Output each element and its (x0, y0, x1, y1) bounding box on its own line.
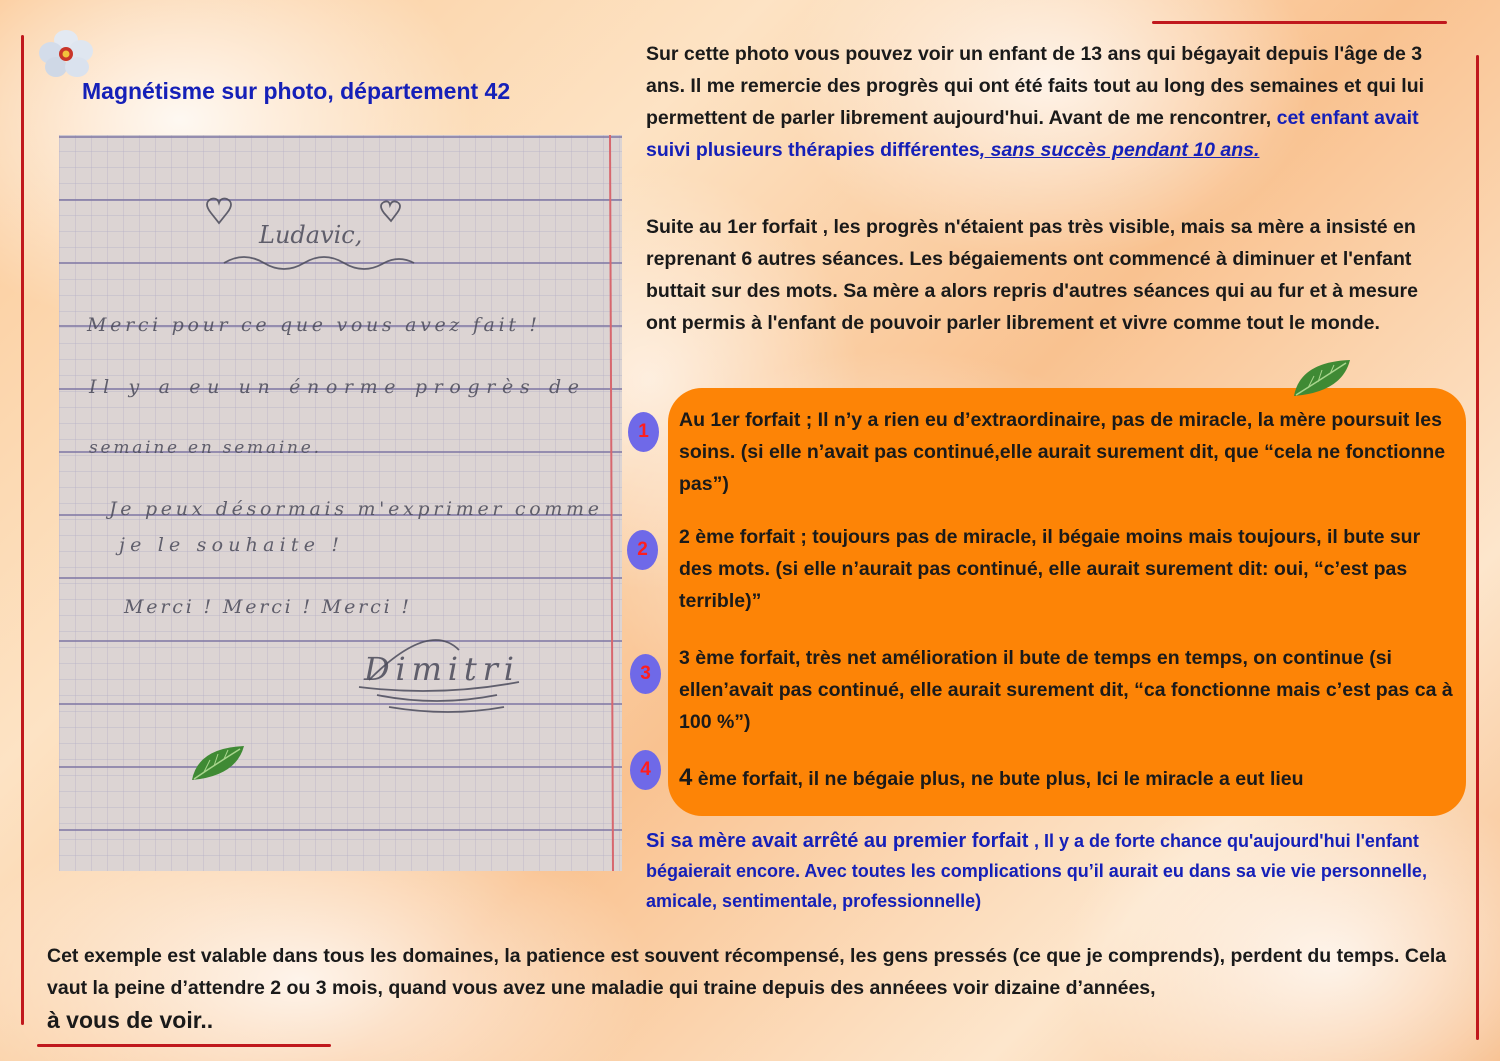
step-number-badge-4: 4 (630, 750, 661, 790)
footer-closing: à vous de voir.. (47, 1007, 214, 1033)
letter-greeting: Ludavic, (259, 221, 363, 249)
letter-line-4: Je peux désormais m'exprimer comme (109, 498, 599, 520)
step-4-lead-number: 4 (679, 764, 693, 791)
letter-line-6: Merci ! Merci ! Merci ! (124, 596, 409, 618)
step-4-text (679, 762, 1459, 795)
flower-icon (37, 27, 95, 79)
intro-paragraph (646, 38, 1446, 166)
footer-text: Cet exemple est valable dans tous les domaines, la patience est souvent récompensé, les gens pressés (ce que je comprends), perdent du temps. Cela vaut la peine d’attendre 2 ou 3 mois, quand vous avez une maladie qui traine depuis des annéees voir dizaine d’années, (47, 945, 1447, 999)
conclusion-lead: Si sa mère avait arrêté au premier forfait (646, 830, 1034, 852)
letter-photo (59, 135, 622, 871)
step-number-badge-1: 1 (628, 412, 659, 452)
decorative-red-line-left (21, 35, 24, 1025)
footer-paragraph (47, 940, 1487, 1038)
intro-text: Sur cette photo vous pouvez voir un enfant de 13 ans qui bégayait depuis l'âge de 3 ans. Il me remercie des progrès qui ont été faits tout au long des semaines et qui lui permettent de parler librement aujourd'hui. Avant de me rencontrer, (646, 43, 1425, 129)
letter-line-1: Merci pour ce que vous avez fait ! (87, 314, 538, 336)
decorative-red-line-right (1476, 55, 1479, 1040)
conclusion-paragraph (646, 826, 1466, 916)
letter-line-5: je le souhaite ! (119, 534, 339, 556)
letter-line-2: Il y a eu un énorme progrès de (89, 376, 580, 398)
letter-line-3: semaine en semaine. (89, 438, 319, 458)
progress-paragraph: Suite au 1er forfait , les progrès n'étaient pas très visible, mais sa mère a insisté en reprenant 6 autres séances. Les bégaiements ont commencé à diminuer et l'enfant buttait sur des mots. Sa mère a alors repris d'autres séances qui au fur et à mesure ont permis à l'enfant de pouvoir parler librement et vivre comme tout le monde. (646, 216, 1418, 334)
letter-signature: Dimitri (364, 650, 514, 688)
intro-highlight: cet enfant avait suivi plusieurs thérapies différentes (646, 107, 1419, 161)
step-number-badge-2: 2 (627, 530, 658, 570)
step-2-text: 2 ème forfait ; toujours pas de miracle, il bégaie moins mais toujours, il bute sur des mots. (si elle n’aurait pas continué, elle aurait surement dit: oui, “c’est pas terrible)” (679, 526, 1421, 612)
leaf-icon (188, 742, 248, 786)
decorative-red-line-top (1152, 21, 1447, 24)
step-1-text: Au 1er forfait ; Il n’y a rien eu d’extraordinaire, pas de miracle, la mère poursuit les soins. (si elle n’avait pas continué,elle aurait surement dit, que “cela ne fonctionne pas”) (679, 409, 1446, 495)
step-4-body: ème forfait, il ne bégaie plus, ne bute plus, Ici le miracle a eut lieu (692, 768, 1304, 790)
decorative-red-line-bottom (37, 1044, 331, 1047)
page-title: Magnétisme sur photo, département 42 (82, 78, 511, 104)
step-3-text: 3 ème forfait, très net amélioration il bute de temps en temps, on continue (si ellen’avait pas continué, elle aurait surement dit, “ca fonctionne mais c’est pas ca à 100 %”) (679, 647, 1453, 733)
leaf-icon (1290, 356, 1354, 402)
step-number-badge-3: 3 (630, 654, 661, 694)
intro-highlight-underlined: , sans succès pendant 10 ans. (979, 139, 1260, 161)
conclusion-text: , Il y a de forte chance qu'aujourd'hui l'enfant bégaierait encore. Avec toutes les complications qu’il aurait eu dans sa vie vie personnelle, amicale, sentimentale, professionnelle) (646, 831, 1427, 911)
